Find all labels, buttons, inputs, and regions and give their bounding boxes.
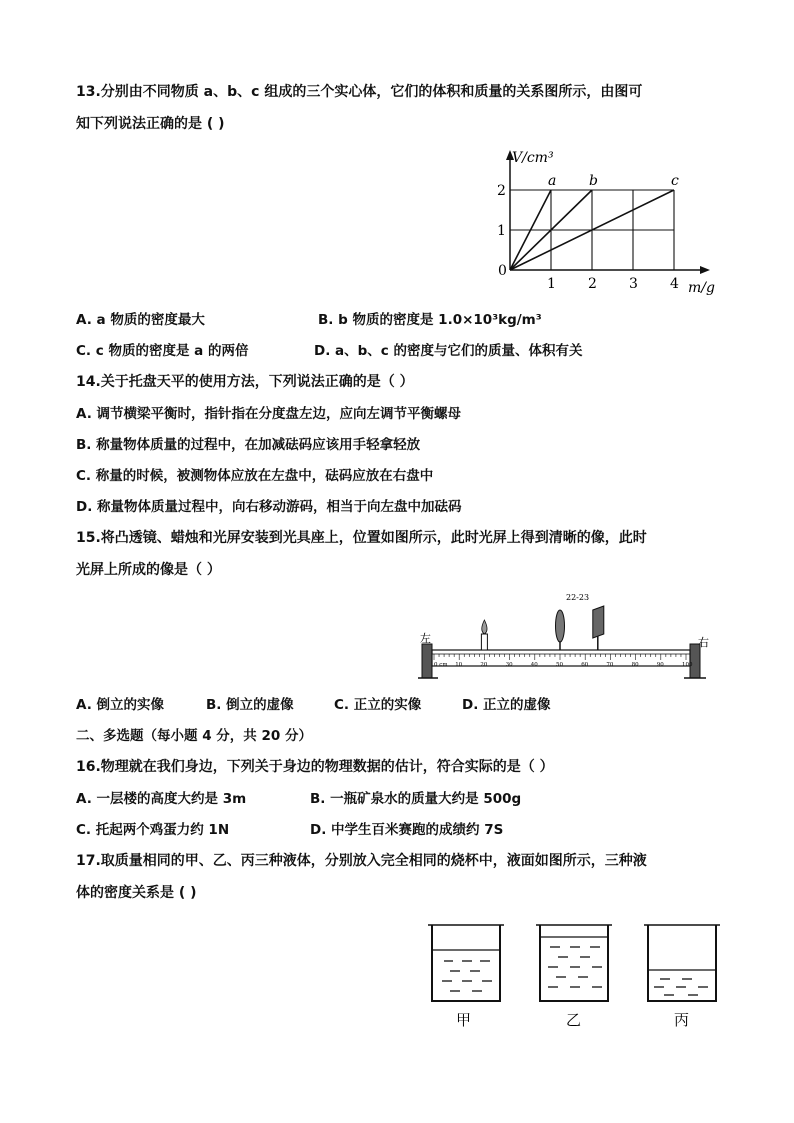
series-label-a: a	[548, 173, 557, 189]
bench-items	[481, 606, 603, 650]
scale-label: 0 cm	[434, 662, 448, 668]
q14-stem: 14.关于托盘天平的使用方法，下列说法正确的是（ ）	[76, 374, 414, 390]
candle	[481, 634, 487, 650]
q13-option-a: A. a 物质的密度最大	[76, 312, 205, 328]
y-tick-label: 2	[497, 183, 506, 199]
volume-mass-chart	[488, 142, 728, 300]
right-label: 右	[698, 636, 709, 649]
light-screen	[593, 606, 604, 638]
beaker-jia	[428, 925, 504, 1029]
bench-top-label: 22-23	[566, 593, 590, 602]
scale-label: 100	[682, 662, 693, 668]
left-label: 左	[420, 632, 431, 645]
x-tick-label: 1	[547, 276, 556, 292]
q13-option-d: D. a、b、c 的密度与它们的质量、体积有关	[314, 343, 583, 359]
origin-label: 0	[498, 263, 507, 279]
series-label-b: b	[589, 173, 598, 189]
beaker-yi-label: 乙	[566, 1011, 582, 1029]
beakers-figure	[420, 915, 730, 1030]
section-2-heading: 二、多选题（每小题 4 分，共 20 分）	[76, 728, 312, 744]
q14-option-a: A. 调节横梁平衡时，指针指在分度盘左边，应向左调节平衡螺母	[76, 406, 462, 422]
q16-stem: 16.物理就在我们身边，下列关于身边的物理数据的估计，符合实际的是（ ）	[76, 759, 554, 775]
right-support	[690, 644, 700, 678]
q13-option-b: B. b 物质的密度是 1.0×10³kg/m³	[318, 312, 542, 328]
q16-option-a: A. 一层楼的高度大约是 3m	[76, 791, 247, 807]
x-tick-label: 4	[670, 276, 679, 292]
y-tick-label: 1	[497, 223, 506, 239]
q15-stem-line1: 15.将凸透镜、蜡烛和光屏安装到光具座上，位置如图所示，此时光屏上得到清晰的像，此时	[76, 530, 647, 546]
q13-option-c: C. c 物质的密度是 a 的两倍	[76, 343, 249, 359]
scale-label: 20	[480, 662, 488, 668]
q15-option-c: C. 正立的实像	[334, 697, 422, 713]
beaker-bing	[644, 925, 720, 1029]
q17-stem-line1: 17.取质量相同的甲、乙、丙三种液体，分别放入完全相同的烧杯中，液面如图所示，三种液	[76, 853, 647, 869]
q14-option-c: C. 称量的时候，被测物体应放在左盘中，砝码应放在右盘中	[76, 468, 434, 484]
q15-stem-line2: 光屏上所成的像是（ ）	[76, 562, 221, 578]
left-support	[422, 644, 432, 678]
beaker-yi	[536, 925, 612, 1029]
q13-stem-line1: 13.分别由不同物质 a、b、c 组成的三个实心体，它们的体积和质量的关系图所示，由图可	[76, 84, 643, 100]
y-axis-label: V/cm³	[512, 150, 554, 166]
convex-lens	[556, 610, 565, 642]
q17-stem-line2: 体的密度关系是 ( )	[76, 885, 197, 901]
q14-option-b: B. 称量物体质量的过程中，在加减砝码应该用手轻拿轻放	[76, 437, 421, 453]
q13-stem-line2: 知下列说法正确的是 ( )	[76, 116, 225, 132]
q15-option-d: D. 正立的虚像	[462, 697, 551, 713]
scale-label: 70	[606, 662, 614, 668]
scale-label: 40	[530, 662, 538, 668]
x-axis-arrow	[700, 266, 710, 274]
q16-option-c: C. 托起两个鸡蛋力约 1N	[76, 822, 230, 838]
scale-label: 50	[556, 662, 563, 668]
beaker-jia-label: 甲	[456, 1011, 472, 1029]
scale-label: 90	[656, 662, 664, 668]
beaker-bing-label: 丙	[674, 1011, 690, 1029]
q16-option-b: B. 一瓶矿泉水的质量大约是 500g	[310, 791, 522, 807]
x-axis-label: m/g	[688, 280, 715, 296]
optical-bench-figure	[418, 588, 718, 688]
x-tick-label: 3	[629, 276, 638, 292]
q15-option-b: B. 倒立的虚像	[206, 697, 294, 713]
series-label-c: c	[671, 173, 679, 189]
scale-label: 60	[581, 662, 589, 668]
q15-option-a: A. 倒立的实像	[76, 697, 165, 713]
candle-flame	[482, 620, 487, 634]
scale-label: 30	[505, 662, 513, 668]
scale-label: 80	[631, 662, 639, 668]
q16-option-d: D. 中学生百米赛跑的成绩约 7S	[310, 822, 504, 838]
scale-label: 10	[455, 662, 463, 668]
q14-option-d: D. 称量物体质量过程中，向右移动游码，相当于向左盘中加砝码	[76, 499, 462, 515]
x-tick-label: 2	[588, 276, 597, 292]
